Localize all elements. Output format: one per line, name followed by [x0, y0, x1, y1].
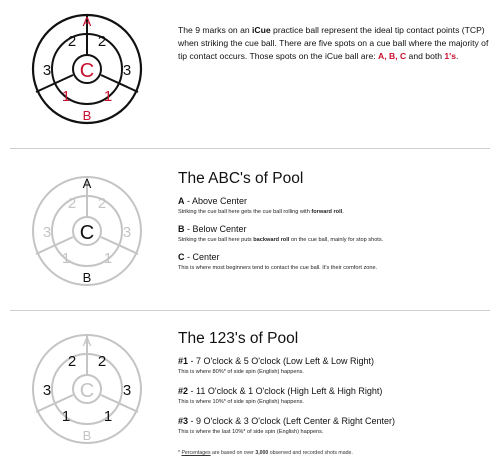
- label-one-left: 1: [61, 88, 71, 105]
- onetwothree-item-3: #3 - 9 O'clock & 3 O'clock (Left Center & Right Center) This is where the last 10%* of side spin (English) happens.: [178, 416, 396, 435]
- label-a: A: [82, 334, 92, 349]
- onetwothree-ball-diagram: [22, 328, 152, 450]
- divider-2: [10, 310, 490, 311]
- percentages-link[interactable]: Percentages: [181, 450, 211, 456]
- abc-text: [178, 170, 490, 272]
- label-three-left: 3: [42, 224, 52, 241]
- label-two-right: 2: [97, 353, 107, 370]
- intro-paragraph: The 9 marks on an iCue practice ball represent the ideal tip contact points (TCP) when striking the cue ball. There are five spots on a cue ball where the majority of tip contact occurs. Those spots on the iCue ball are: A, B, C and both 1's.: [178, 25, 489, 61]
- label-two-right: 2: [97, 195, 107, 212]
- onetwothree-item-2: #2 - 11 O'clock & 1 O'clock (High Left & High Right) This is where 10%* of side spin (English) happens.: [178, 386, 383, 405]
- label-one-right: 1: [103, 88, 113, 105]
- onetwothree-heading: The 123's of Pool: [178, 330, 299, 347]
- label-b: B: [82, 270, 92, 285]
- onetwothree-text: [178, 330, 490, 456]
- abc-ball-diagram: [22, 170, 152, 292]
- label-three-left: 3: [42, 62, 52, 79]
- onetwothree-section: [0, 312, 500, 469]
- label-three-left: 3: [42, 382, 52, 399]
- footnote: * Percentages are based on over 3,000 observed and recorded shots made.: [178, 450, 353, 456]
- icue-ball-diagram-red: [22, 8, 152, 130]
- label-b: B: [82, 108, 92, 123]
- label-one-left: 1: [61, 408, 71, 425]
- onetwothree-item-1: #1 - 7 O'clock & 5 O'clock (Low Left & Low Right) This is where 80%* of side spin (English) happens.: [178, 356, 375, 375]
- ones-label: 1's: [444, 51, 457, 61]
- label-c: C: [79, 222, 95, 244]
- brand-name: iCue: [252, 25, 271, 35]
- label-three-right: 3: [122, 224, 132, 241]
- label-a: A: [82, 176, 92, 191]
- label-c: C: [79, 60, 95, 82]
- abc-section: [0, 150, 500, 310]
- label-b: B: [82, 428, 92, 443]
- label-two-left: 2: [67, 195, 77, 212]
- label-three-right: 3: [122, 382, 132, 399]
- label-one-right: 1: [103, 408, 113, 425]
- abc-item-b: B - Below Center Striking the cue ball here puts backward roll on the cue ball, mainly for stop shots.: [178, 224, 384, 243]
- label-c: C: [79, 380, 95, 402]
- label-one-right: 1: [103, 250, 113, 267]
- spots-list: A, B, C: [378, 51, 407, 61]
- intro-section: [0, 0, 500, 148]
- label-two-left: 2: [67, 33, 77, 50]
- label-two-left: 2: [67, 353, 77, 370]
- label-a: A: [82, 14, 92, 29]
- divider-1: [10, 148, 490, 149]
- label-two-right: 2: [97, 33, 107, 50]
- label-one-left: 1: [61, 250, 71, 267]
- abc-item-c: C - Center This is where most beginners tend to contact the cue ball. It's their comfort zone.: [178, 252, 378, 271]
- abc-heading: The ABC's of Pool: [178, 170, 304, 187]
- abc-item-a: A - Above Center Striking the cue ball here gets the cue ball rolling with forward roll.: [178, 196, 344, 215]
- label-three-right: 3: [122, 62, 132, 79]
